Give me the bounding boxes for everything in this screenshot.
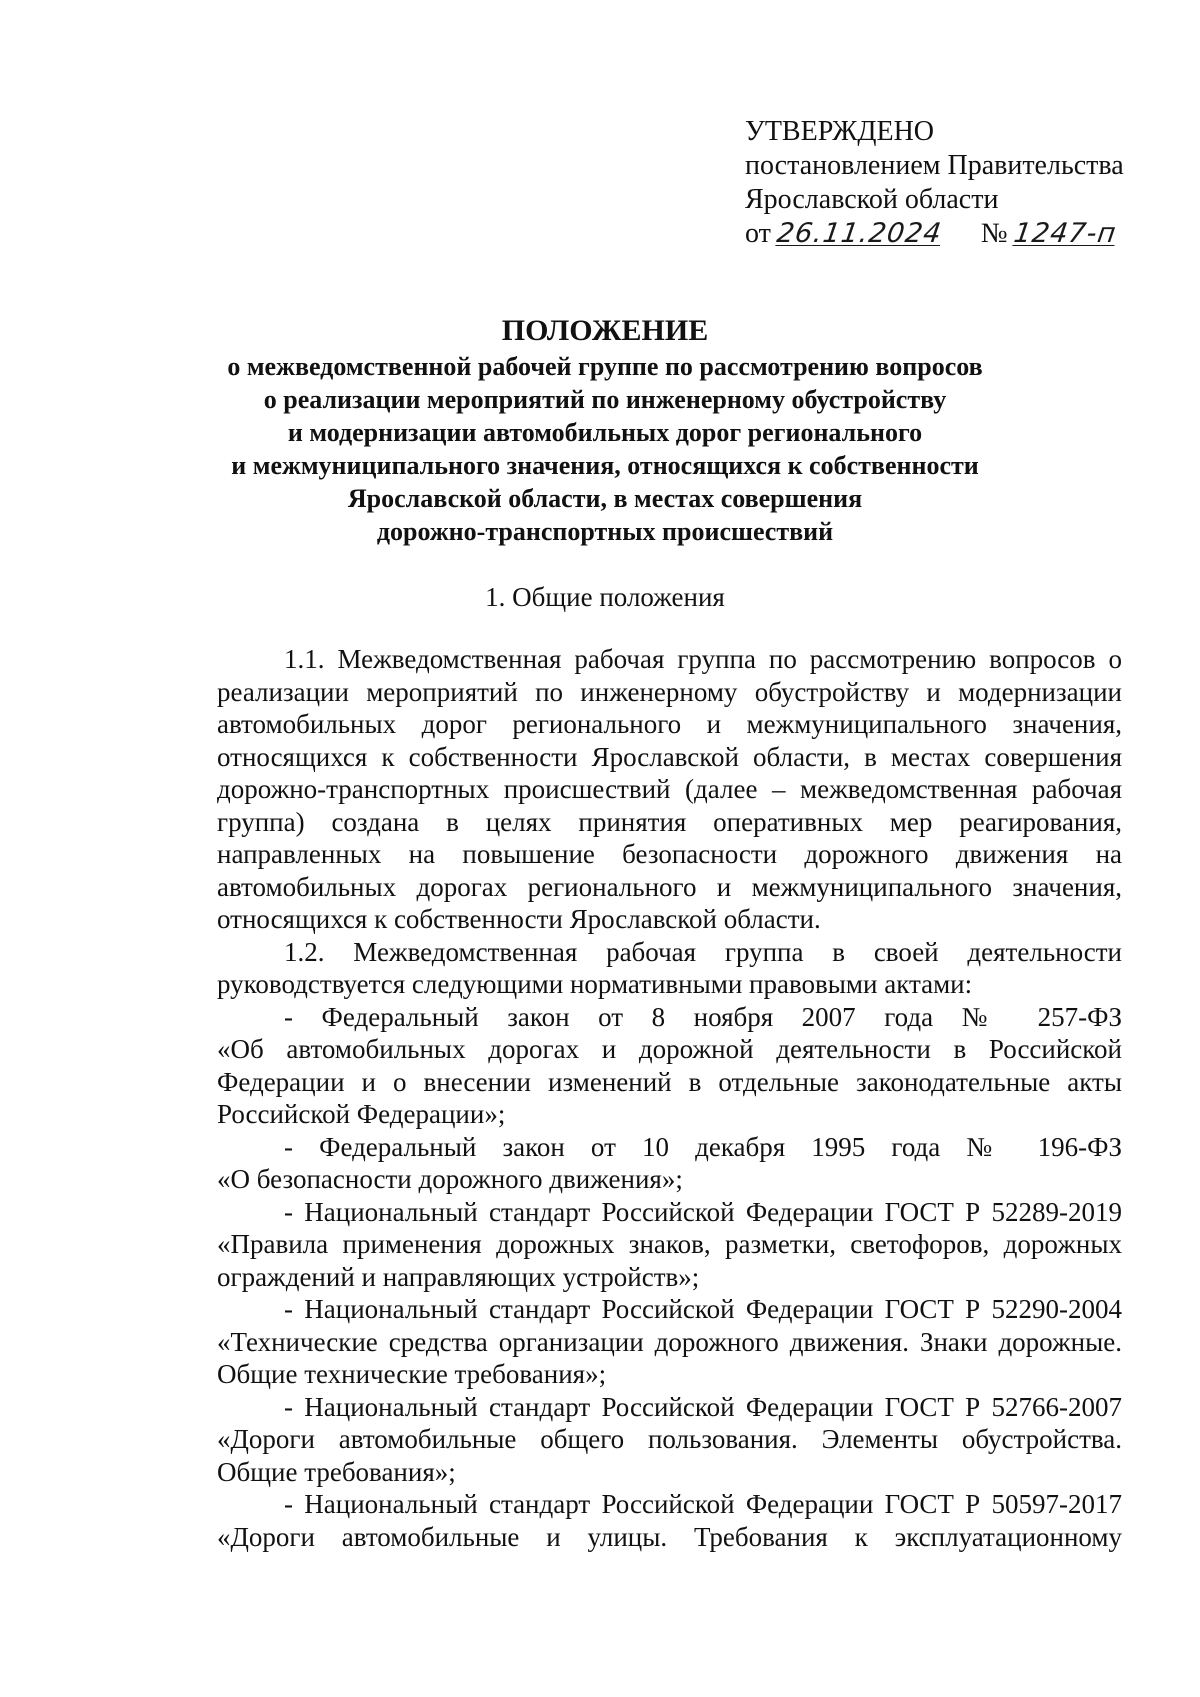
list-item-line: - Национальный стандарт Российской Федерации ГОСТ Р 52289-2019 <box>284 1196 1122 1227</box>
list-item-line: «Дороги автомобильные общего пользования. Элементы обустройства. <box>217 1424 1122 1454</box>
list-item-line: - Федеральный закон от 10 декабря 1995 года № 196-ФЗ <box>284 1131 1122 1162</box>
list-item-line: «Об автомобильных дорогах и дорожной деятельности в Российской <box>217 1034 1122 1064</box>
list-item-line: - Национальный стандарт Российской Федерации ГОСТ Р 52290-2004 <box>284 1294 1122 1324</box>
list-item-line: Российской Федерации»; <box>217 1099 506 1129</box>
paragraph-line: автомобильных дорог регионального и межмуниципального значения, <box>217 709 1122 739</box>
title-line: и модернизации автомобильных дорог регионального <box>287 418 923 447</box>
list-item-line: - Национальный стандарт Российской Федерации ГОСТ Р 50597-2017 <box>284 1489 1122 1519</box>
paragraph-line: 1.1. Межведомственная рабочая группа по рассмотрению вопросов о <box>284 644 1122 674</box>
handwritten-date: 26.11.2024 <box>774 218 944 249</box>
title-line: о реализации мероприятий по инженерному обустройству <box>263 385 947 414</box>
paragraph-line: относящихся к собственности Ярославской области. <box>217 904 821 934</box>
section-heading: 1. Общие положения <box>485 582 725 612</box>
list-item-line: - Национальный стандарт Российской Федерации ГОСТ Р 52766-2007 <box>284 1391 1122 1422</box>
from-prefix: от <box>745 218 771 249</box>
list-item-line: «О безопасности дорожного движения»; <box>217 1164 683 1194</box>
list-item-line: «Технические средства организации дорожного движения. Знаки дорожные. <box>217 1326 1122 1357</box>
approval-date-number-line <box>745 217 1124 251</box>
handwritten-number: 1247-п <box>1011 218 1118 249</box>
title-main: ПОЛОЖЕНИЕ <box>501 314 709 347</box>
paragraph-line: автомобильных дорогах регионального и межмуниципального значения, <box>217 871 1122 902</box>
list-item-line: «Правила применения дорожных знаков, разметки, светофоров, дорожных <box>217 1229 1122 1259</box>
approval-decree-line: постановлением Правительства <box>745 150 1124 181</box>
title-line: о межведомственной рабочей группе по рассмотрению вопросов <box>227 352 983 381</box>
list-item-line: Общие требования»; <box>217 1456 456 1487</box>
paragraph-line: 1.2. Межведомственная рабочая группа в своей деятельности <box>284 936 1122 967</box>
paragraph-line: относящихся к собственности Ярославской области, в местах совершения <box>217 741 1122 772</box>
paragraph-line: руководствуется следующими нормативными правовыми актами: <box>217 969 973 999</box>
title-line: дорожно-транспортных происшествий <box>376 517 834 546</box>
title-line: Ярославской области, в местах совершения <box>347 484 863 513</box>
document-title <box>150 312 1060 548</box>
approval-heading: УТВЕРЖДЕНО <box>745 116 935 147</box>
paragraph-line: группа) создана в целях принятия оперативных мер реагирования, <box>217 806 1122 837</box>
list-item-line: «Дороги автомобильные и улицы. Требования к эксплуатационному <box>217 1521 1122 1552</box>
list-item-line: ограждений и направляющих устройств»; <box>217 1261 700 1292</box>
list-item-line: Федерации и о внесении изменений в отдельные законодательные акты <box>217 1066 1122 1097</box>
list-item-line: Общие технические требования»; <box>217 1359 607 1389</box>
paragraph-line: дорожно-транспортных происшествий (далее – межведомственная рабочая <box>217 774 1122 804</box>
number-sign: № <box>980 218 1008 249</box>
title-line: и межмуниципального значения, относящихся к собственности <box>231 451 979 480</box>
approval-region-line: Ярославской области <box>745 184 999 215</box>
list-item-line: - Федеральный закон от 8 ноября 2007 года № 257-ФЗ <box>284 1001 1122 1032</box>
paragraph-line: направленных на повышение безопасности дорожного движения на <box>217 839 1122 869</box>
paragraph-line: реализации мероприятий по инженерному обустройству и модернизации <box>217 676 1122 707</box>
document-body <box>217 643 1122 1553</box>
approval-stamp <box>745 115 1124 251</box>
